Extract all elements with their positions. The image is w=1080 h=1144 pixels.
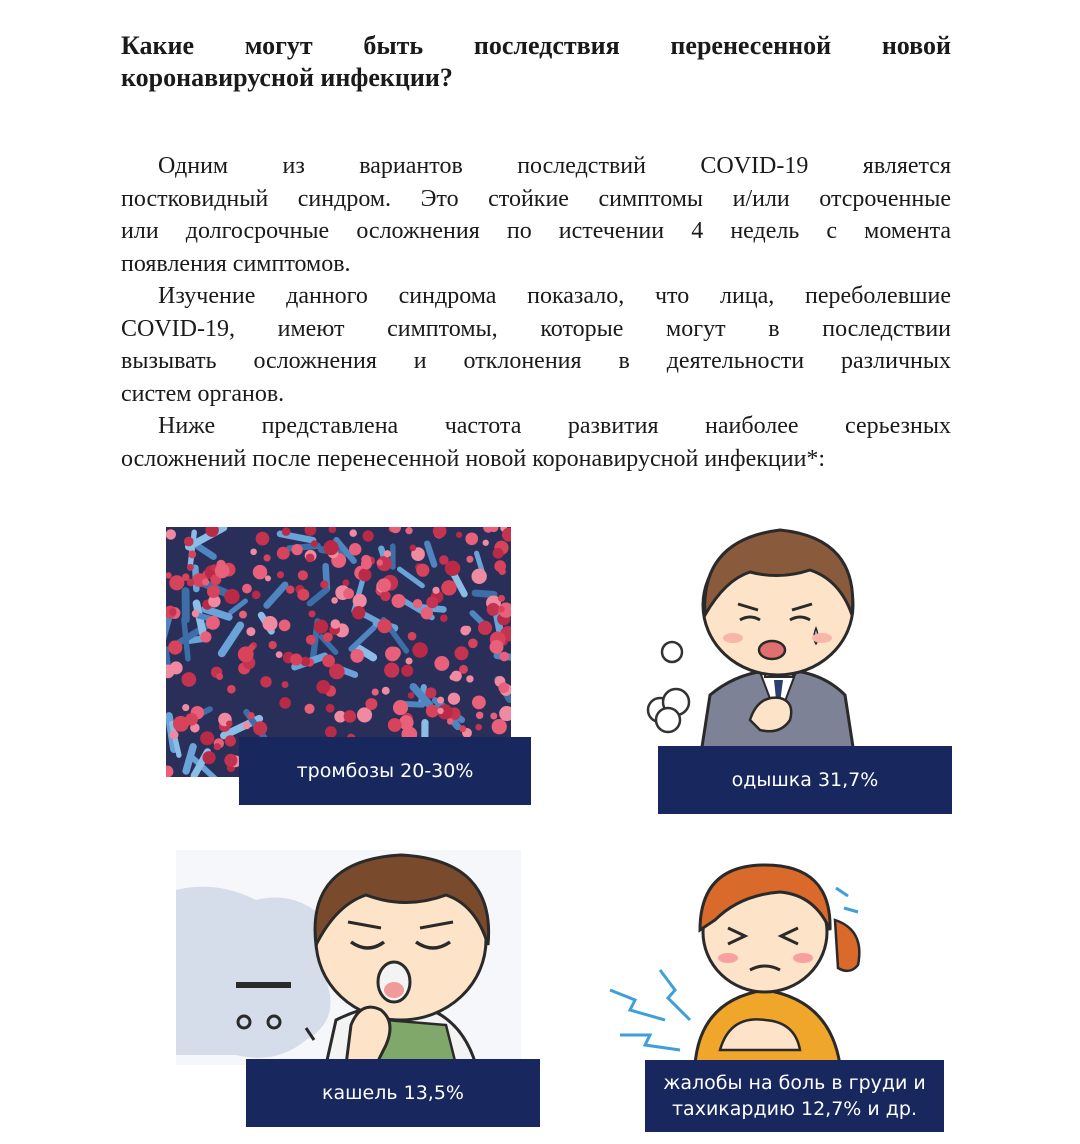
label-thrombosis <box>239 737 531 805</box>
label-chest-pain-line2: тахикардию 12,7% и др. <box>671 1098 918 1120</box>
card-chest-pain <box>600 850 970 1135</box>
article-body <box>121 150 951 475</box>
label-cough <box>246 1059 540 1127</box>
label-dyspnea-text: одышка 31,7% <box>731 769 879 791</box>
paragraph-line: COVID-19, имеют симптомы, которые могут в последствии <box>121 315 951 342</box>
paragraph-line: постковидный синдром. Это стойкие симптомы и/или отсроченные <box>121 185 951 212</box>
paragraph-line: Одним из вариантов последствий COVID-19 является <box>158 153 951 179</box>
title-line: коронавирусной инфекции? <box>121 63 453 92</box>
coughing-illustration <box>176 850 521 1065</box>
paragraph-line: осложнений после перенесенной новой коронавирусной инфекции*: <box>121 445 826 472</box>
paragraph-line: систем органов. <box>121 380 285 407</box>
label-cough-text: кашель 13,5% <box>322 1082 464 1104</box>
card-cough <box>176 850 546 1130</box>
paragraph-line: вызывать осложнения и отклонения в деятельности различных <box>121 348 951 374</box>
shortness-of-breath-illustration <box>630 520 960 760</box>
label-dyspnea <box>658 746 952 814</box>
page-title <box>121 30 951 94</box>
label-chest-pain-line1: жалобы на боль в груди и <box>663 1072 926 1094</box>
label-thrombosis-text: тромбозы 20-30% <box>296 760 474 782</box>
paragraph-line: Изучение данного синдрома показало, что лица, переболевшие <box>158 283 951 309</box>
label-chest-pain <box>645 1060 944 1132</box>
paragraph-line: Ниже представлена частота развития наиболее серьезных <box>158 413 951 439</box>
paragraph-line: появления симптомов. <box>121 250 351 277</box>
paragraph-line: или долгосрочные осложнения по истечении 4 недель с момента <box>121 218 951 244</box>
title-line: Какие могут быть последствия перенесенной новой <box>121 31 951 60</box>
card-dyspnea <box>630 520 960 820</box>
chest-pain-illustration <box>600 850 970 1065</box>
card-thrombosis <box>166 527 536 809</box>
